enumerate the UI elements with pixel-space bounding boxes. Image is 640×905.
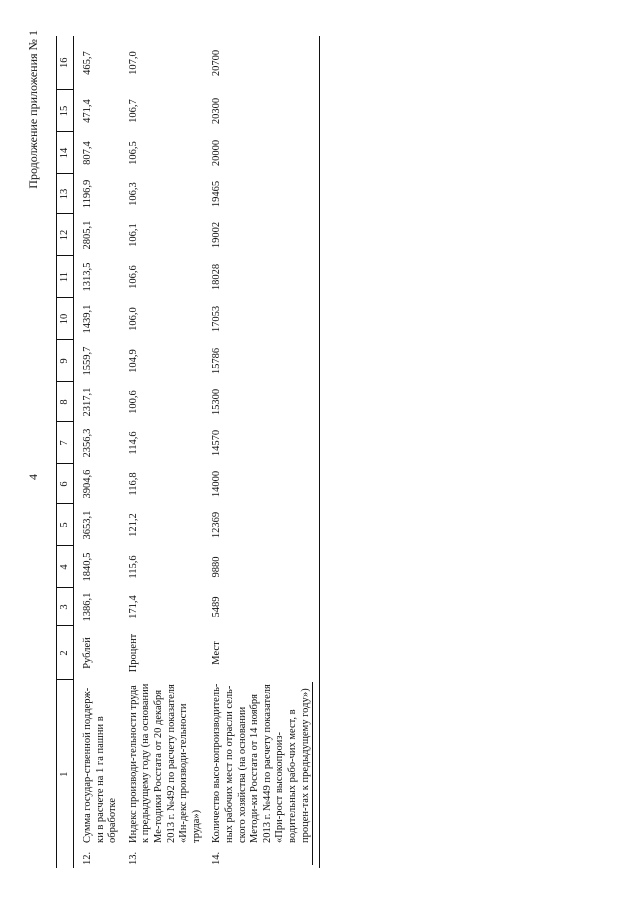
value-cell: 14570 [203,422,319,464]
value-cell: 12369 [203,504,319,546]
table-row [120,36,204,868]
value-cell: 20700 [203,36,319,90]
value-cell: 15786 [203,340,319,382]
value-cell: 106,6 [127,265,139,289]
value-cell: 100,6 [127,390,139,414]
value-cell: 5489 [203,588,319,626]
value-cell: 20000 [203,132,319,174]
indicators-table [56,36,320,868]
column-header: 11 [57,256,74,298]
column-header: 14 [57,132,74,174]
row-number: 12. [82,851,93,865]
value-cell: 465,7 [82,51,93,75]
indicator-cell [203,680,319,868]
value-cell: 106,7 [127,99,139,123]
value-cell: 104,9 [127,349,139,373]
value-cell: 1196,9 [82,179,93,209]
unit-cell: Мест [203,626,319,680]
indicator-cell [74,680,120,868]
value-cell: 3904,6 [82,469,93,499]
value-cell: 1313,5 [82,262,93,292]
value-cell: 106,1 [127,223,139,247]
value-cell: 14000 [203,464,319,504]
column-header: 13 [57,174,74,214]
indicator-layout [211,682,313,865]
indicator-name: Индекс производи-тельности труда к предыдущему году (на основании Ме-тодики Росстата от 20 декабря 2013 г. №492 по расчету показателя «Ин-декс производи-тельности труда») [127,683,202,843]
value-cell: 106,0 [127,307,139,331]
column-header: 12 [57,214,74,256]
value-cell: 1840,5 [82,552,93,582]
value-cell: 121,2 [127,513,139,537]
column-header: 15 [57,90,74,132]
column-header: 8 [57,382,74,422]
rotated-landscape-content [20,20,620,880]
column-header: 16 [57,36,74,90]
value-cell: 116,8 [127,472,139,496]
value-cell: 114,6 [127,431,139,455]
value-cell: 115,6 [127,555,139,579]
indicator-name: Количество высо-копроизводитель-ных рабочих мест по отрасли сель-ского хозяйства (на основании Методи-ки Росстата от 14 ноября 2013 г. №449 по расчету показателя «При-рост высокопроиз-водительных рабо-чих мест, в процен-тах к предыдущему году») [211,682,312,843]
value-cell: 2317,1 [82,387,93,417]
value-cell: 1386,1 [82,592,93,622]
page-number: 4 [26,474,40,480]
value-cell: 17053 [203,298,319,340]
continuation-heading: Продолжение приложения № 1 [26,30,40,189]
unit-cell: Рублей [82,637,93,669]
indicator-layout [82,682,120,865]
indicator-cell [120,680,204,868]
value-cell: 2805,1 [82,220,93,250]
row-number: 14. [211,843,312,865]
column-header: 7 [57,422,74,464]
unit-cell: Процент [127,633,139,673]
value-cell: 15300 [203,382,319,422]
value-cell: 1559,7 [82,346,93,376]
column-number-row [57,36,74,868]
row-number: 13. [127,851,139,865]
table-row [203,36,319,868]
value-cell: 19465 [203,174,319,214]
column-header: 10 [57,298,74,340]
value-cell: 807,4 [82,141,93,165]
value-cell: 471,4 [82,99,93,123]
column-header: 6 [57,464,74,504]
column-header: 9 [57,340,74,382]
value-cell: 18028 [203,256,319,298]
value-cell: 9880 [203,546,319,588]
value-cell: 1439,1 [82,304,93,334]
value-cell: 3653,1 [82,510,93,540]
column-header: 5 [57,504,74,546]
column-header: 1 [57,680,74,868]
column-header: 2 [57,626,74,680]
column-header: 3 [57,588,74,626]
value-cell: 171,4 [127,595,139,619]
value-cell: 106,5 [127,141,139,165]
table-row [74,36,120,868]
value-cell: 20300 [203,90,319,132]
value-cell: 2356,3 [82,428,93,458]
indicator-name: Сумма государ-ственной поддерж-ки в расчете на 1 га пашни в обработке [82,687,119,843]
indicator-layout [128,682,204,865]
column-header: 4 [57,546,74,588]
value-cell: 19002 [203,214,319,256]
value-cell: 106,3 [127,182,139,206]
value-cell: 107,0 [127,51,139,75]
